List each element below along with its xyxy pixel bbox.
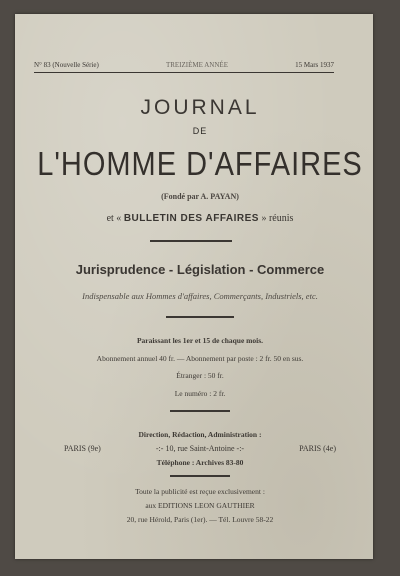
bulletin-line — [0, 213, 400, 224]
office-city-right: PARIS (4e) — [299, 444, 336, 453]
advertising-line-1: Toute la publicité est reçue exclusivement : — [135, 487, 265, 496]
bulletin-suffix: » réunis — [258, 213, 294, 224]
subject-title: Jurisprudence - Législation - Commerce — [75, 262, 325, 277]
masthead-journal: JOURNAL — [140, 96, 260, 119]
masthead-title: L'HOMME D'AFFAIRES — [37, 146, 363, 183]
issue-number: N° 83 (Nouvelle Série) — [34, 61, 99, 69]
bulletin-name: BULLETIN DES AFFAIRES — [123, 213, 259, 224]
single-issue-price: Le numéro : 2 fr. — [174, 389, 226, 398]
issue-header — [34, 61, 334, 73]
advertising-line-2: aux EDITIONS LEON GAUTHIER — [145, 501, 255, 510]
issue-edition: TREIZIÈME ANNÉE — [165, 61, 228, 69]
divider-rule — [170, 475, 230, 477]
foreign-price: Étranger : 50 fr. — [176, 371, 224, 380]
founder-note: (Fondé par A. PAYAN) — [161, 192, 239, 201]
issue-date: 15 Mars 1937 — [295, 61, 334, 69]
divider-rule — [170, 410, 230, 412]
advertising-line-3: 20, rue Hérold, Paris (1er). — Tél. Louvre 58-22 — [126, 515, 274, 524]
office-address — [64, 444, 336, 453]
office-city-left: PARIS (9e) — [64, 444, 101, 453]
masthead-de: DE — [192, 126, 208, 136]
subject-tagline: Indispensable aux Hommes d'affaires, Commerçants, Industriels, etc. — [82, 291, 318, 301]
divider-rule — [150, 240, 232, 242]
divider-rule — [166, 316, 234, 318]
office-heading: Direction, Rédaction, Administration : — [138, 430, 262, 439]
annual-subscription: Abonnement annuel 40 fr. — Abonnement par poste : 2 fr. 50 en sus. — [96, 354, 304, 363]
bulletin-prefix: et « — [106, 213, 124, 224]
office-phone: Téléphone : Archives 83-80 — [156, 458, 244, 467]
publication-frequency: Paraissant les 1er et 15 de chaque mois. — [136, 336, 264, 345]
office-street: -:- 10, rue Saint-Antoine -:- — [155, 444, 245, 453]
